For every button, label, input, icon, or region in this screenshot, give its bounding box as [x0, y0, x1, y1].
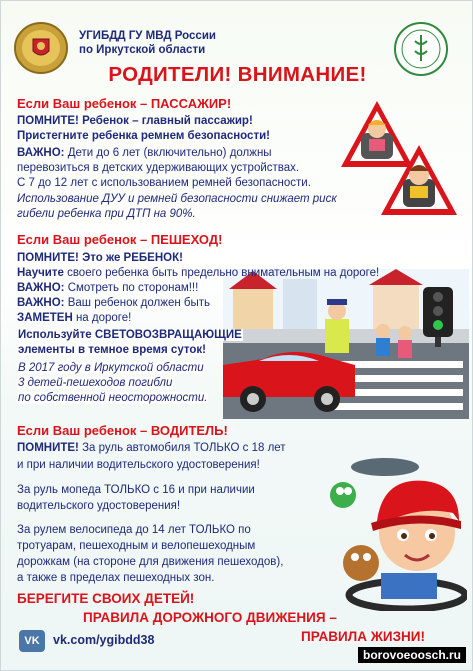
page-title: РОДИТЕЛИ! ВНИМАНИЕ!: [108, 63, 367, 86]
pedestrian-line-9: 3 детей-пешеходов погибли: [18, 377, 173, 389]
org-line-2: по Иркутской области: [79, 44, 206, 56]
pedestrian-line-5: на дороге!: [72, 312, 132, 324]
slogan-1: БЕРЕГИТЕ СВОИХ ДЕТЕЙ!: [17, 591, 195, 606]
passenger-line-6: Использование ДУУ и ремней безопасности снижает риск: [17, 193, 337, 205]
passenger-line-3: Дети до 6 лет (включительно) должны: [64, 147, 272, 159]
driver-line-3: За руль мопеда ТОЛЬКО с 16 и при наличии: [17, 484, 255, 496]
org-header: [79, 29, 216, 57]
site-watermark: borovoeoosch.ru: [358, 647, 466, 663]
slogan-2: ПРАВИЛА ДОРОЖНОГО ДВИЖЕНИЯ –: [83, 610, 337, 625]
pedestrian-important-1: ВАЖНО:: [17, 282, 65, 294]
passenger-line-4: перевозиться в детских удерживающих устройствах.: [17, 162, 300, 174]
passenger-important: ВАЖНО:: [17, 147, 65, 159]
passenger-heading: Если Ваш ребенок – ПАССАЖИР!: [17, 96, 232, 111]
passenger-remember: ПОМНИТЕ!: [17, 115, 79, 127]
child-car-seat-illustration-2: [377, 141, 461, 225]
passenger-buckle: Пристегните: [17, 130, 89, 142]
driver-heading: Если Ваш ребенок – ВОДИТЕЛЬ!: [17, 423, 228, 438]
vk-link[interactable]: vk.com/ygibdd38: [53, 633, 155, 647]
driver-remember: ПОМНИТЕ!: [17, 442, 79, 454]
org-line-1: УГИБДД ГУ МВД России: [79, 30, 216, 42]
pedestrian-line-4: Ваш ребенок должен быть: [64, 297, 210, 309]
pedestrian-line-10: по собственной неосторожности.: [18, 392, 208, 404]
vk-icon: VK: [19, 630, 45, 652]
passenger-line-7: гибели ребенка при ДТП на 90%.: [17, 208, 196, 220]
pedestrian-teach: Научите: [17, 267, 64, 279]
boy-driver-illustration: [321, 451, 467, 611]
driver-line-1: За руль автомобиля ТОЛЬКО с 18 лет: [78, 442, 286, 454]
pedestrian-line-6: Используйте СВЕТОВОЗВРАЩАЮЩИЕ: [18, 329, 242, 341]
pedestrian-heading: Если Ваш ребенок – ПЕШЕХОД!: [17, 232, 223, 247]
passenger-line-5: С 7 до 12 лет с использованием ремней безопасности.: [17, 177, 311, 189]
driver-line-2: и при наличии водительского удостоверения!: [17, 459, 260, 471]
slogan-3: ПРАВИЛА ЖИЗНИ!: [301, 629, 426, 644]
street-scene-illustration: [223, 269, 469, 419]
passenger-line-1: Ребенок – главный пассажир!: [78, 115, 253, 127]
pedestrian-important-2: ВАЖНО:: [17, 297, 65, 309]
pedestrian-line-2: своего ребенка быть предельно внимательным на дороге!: [63, 267, 380, 279]
pedestrian-line-1: ПОМНИТЕ! Это же РЕБЕНОК!: [17, 252, 183, 264]
pedestrian-line-8: В 2017 году в Иркутской области: [18, 362, 204, 374]
pedestrian-line-7: элементы в темное время суток!: [18, 344, 206, 356]
driver-line-6: тротуарам, пешеходным и велопешеходным: [17, 540, 256, 552]
driver-line-8: а также в пределах пешеходных зон.: [17, 572, 215, 584]
driver-line-4: водительского удостоверения!: [17, 500, 181, 512]
pedestrian-visible: ЗАМЕТЕН: [17, 312, 73, 324]
pedestrian-line-3: Смотреть по сторонам!!!: [64, 282, 199, 294]
passenger-line-2: ребенка ремнем безопасности!: [88, 130, 270, 142]
driver-line-7: дорожкам (на стороне для движения пешеходов),: [17, 556, 284, 568]
driver-line-5: За рулем велосипеда до 14 лет ТОЛЬКО по: [17, 524, 251, 536]
